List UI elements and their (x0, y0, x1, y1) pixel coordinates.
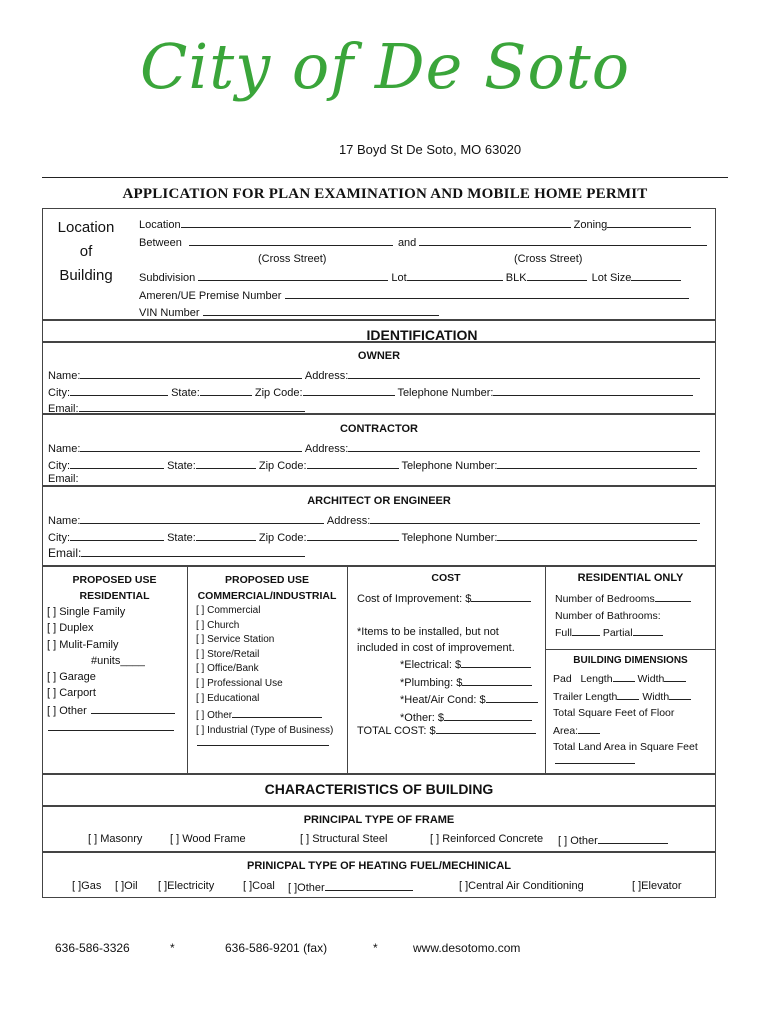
architect-city-label: City: (48, 532, 70, 544)
owner-email-label: Email: (48, 403, 79, 415)
contractor-zip-field[interactable] (307, 457, 399, 469)
cost-items (400, 656, 538, 726)
list-item[interactable]: [ ] Educational (196, 692, 260, 704)
architect-zip-field[interactable] (307, 529, 399, 541)
lot-label: Lot (391, 272, 407, 284)
architect-phone-field[interactable] (497, 529, 697, 541)
plumbing-field[interactable] (462, 674, 532, 686)
architect-state-label: State: (167, 532, 196, 544)
cost-improvement-field[interactable] (471, 590, 531, 602)
cost-item-label: *Plumbing: $ (400, 676, 463, 689)
header-divider (42, 177, 728, 178)
and-field[interactable] (419, 234, 707, 246)
proposed-com-heading (187, 572, 347, 604)
city-address: 17 Boyd St De Soto, MO 63020 (338, 142, 522, 157)
owner-address-label: Address: (304, 370, 349, 382)
list-item[interactable]: [ ] Garage (47, 671, 96, 684)
width-label: Width (637, 673, 665, 685)
cost-item-label: *Heat/Air Cond: $ (400, 694, 486, 706)
contractor-email-row (48, 472, 79, 486)
residential-only-list (555, 590, 691, 642)
owner-city-field[interactable] (70, 384, 168, 396)
cost-item (400, 691, 538, 709)
frame-option[interactable]: [ ] Reinforced Concrete (430, 833, 544, 845)
owner-address-field[interactable] (348, 367, 700, 379)
architect-email-label: Email: (48, 546, 82, 560)
between-label: Between (139, 237, 182, 249)
residential-only-heading: RESIDENTIAL ONLY (577, 572, 684, 584)
cost-heading: COST (431, 572, 461, 584)
location-row (139, 216, 691, 232)
blk-label: BLK (505, 272, 527, 284)
bedrooms-label: Number of Bedrooms (555, 593, 655, 605)
fuel-option[interactable] (288, 879, 413, 895)
frame-other-field[interactable] (598, 832, 668, 844)
contractor-address-label: Address: (304, 443, 349, 455)
fuel-option[interactable]: [ ]Coal (243, 880, 275, 892)
frame-option[interactable]: [ ] Masonry (88, 833, 143, 845)
cost-note-line: included in cost of improvement. (357, 642, 515, 654)
footer-separator: * (373, 941, 378, 955)
contractor-state-label: State: (167, 460, 196, 472)
architect-email-row (48, 545, 305, 560)
fuel-option-label: [ ]Other (288, 882, 325, 894)
characteristics-heading: CHARACTERISTICS OF BUILDING (264, 781, 494, 797)
contractor-state-field[interactable] (196, 457, 256, 469)
and-label: and (397, 237, 417, 249)
list-item[interactable] (196, 706, 333, 724)
zoning-field[interactable] (607, 216, 691, 228)
other-cost-field[interactable] (444, 709, 532, 721)
trailer-width-field[interactable] (669, 688, 691, 700)
contractor-name-row (48, 440, 700, 456)
area-field[interactable] (578, 722, 600, 734)
footer-website[interactable]: www.desotomo.com (413, 941, 521, 955)
res-other-line[interactable] (48, 730, 174, 731)
heat-field[interactable] (486, 691, 538, 703)
owner-zip-field[interactable] (303, 384, 395, 396)
contractor-city-field[interactable] (70, 457, 164, 469)
architect-heading: ARCHITECT OR ENGINEER (307, 495, 451, 507)
owner-state-label: State: (171, 387, 200, 399)
cost-note (357, 624, 515, 656)
identification-heading: IDENTIFICATION (366, 327, 478, 343)
proposed-com-heading-line: PROPOSED USE (224, 574, 310, 586)
owner-state-field[interactable] (200, 384, 252, 396)
total-cost-label: TOTAL COST: $ (357, 725, 436, 737)
list-item[interactable]: [ ] Service Station (196, 634, 275, 646)
proposed-com-list (196, 604, 333, 738)
fuel-heading: PRINICPAL TYPE OF HEATING FUEL/MECHINICAL (246, 860, 511, 872)
cost-note-line: *Items to be installed, but not (357, 626, 499, 638)
cost-item-label: *Electrical: $ (400, 659, 462, 671)
cost-item (400, 674, 538, 692)
owner-zip-label: Zip Code: (254, 387, 303, 399)
contractor-heading: CONTRACTOR (339, 423, 418, 435)
location-side-label-line: of (79, 243, 93, 260)
bedrooms-row (555, 590, 691, 608)
architect-zip-label: Zip Code: (258, 532, 307, 544)
partial-field[interactable] (633, 624, 663, 636)
list-item[interactable]: [ ] Store/Retail (196, 648, 260, 660)
fuel-option[interactable]: [ ]Central Air Conditioning (459, 880, 584, 892)
proposed-res-list (47, 604, 175, 719)
architect-email-field[interactable] (81, 545, 305, 557)
column-divider (545, 566, 546, 774)
proposed-com-heading-line: COMMERCIAL/INDUSTRIAL (197, 590, 337, 602)
list-item[interactable]: [ ] Professional Use (196, 677, 283, 689)
list-item[interactable]: [ ] Single Family (47, 606, 126, 618)
vin-field[interactable] (203, 304, 439, 316)
fuel-option[interactable]: [ ]Oil (115, 880, 138, 892)
land-area-line[interactable] (555, 763, 635, 764)
other-field[interactable] (91, 702, 175, 714)
footer-separator: * (170, 941, 175, 955)
frame-option-label: [ ] Other (558, 835, 598, 847)
owner-phone-label: Telephone Number: (397, 387, 494, 399)
location-side-label (48, 216, 124, 288)
premise-field[interactable] (285, 287, 689, 299)
total-cost-field[interactable] (436, 722, 536, 734)
list-item[interactable]: [ ] Carport (47, 687, 96, 700)
footer-phone: 636-586-3326 (55, 941, 130, 955)
pad-width-field[interactable] (664, 670, 686, 682)
list-item[interactable]: [ ] Office/Bank (196, 663, 259, 675)
owner-heading: OWNER (357, 350, 401, 362)
full-label: Full (555, 627, 572, 639)
proposed-res-heading-line: PROPOSED USE (72, 574, 157, 586)
fuel-other-field[interactable] (325, 879, 413, 891)
contractor-email-label: Email: (48, 473, 79, 485)
partial-label: Partial (602, 627, 633, 639)
total-cost-row (357, 722, 536, 738)
owner-name-row (48, 367, 700, 383)
contractor-name-field[interactable] (80, 440, 302, 452)
location-label: Location (139, 219, 181, 231)
architect-address-label: Address: (326, 515, 371, 527)
list-item[interactable]: [ ] Commercial (196, 605, 261, 616)
trailer-label: Trailer Length (553, 690, 618, 703)
fuel-option[interactable]: [ ]Elevator (632, 880, 682, 892)
column-divider (347, 566, 348, 774)
trailer-row (553, 688, 698, 706)
fuel-option[interactable]: [ ]Electricity (158, 880, 215, 892)
area-row (553, 722, 698, 740)
dimensions-list (553, 670, 698, 756)
other-field[interactable] (232, 706, 322, 718)
frame-option[interactable] (558, 832, 668, 848)
contractor-city-label: City: (48, 460, 70, 472)
cost-improvement-row (357, 590, 531, 606)
lot-size-label: Lot Size (591, 272, 632, 284)
trailer-length-field[interactable] (617, 688, 639, 700)
architect-name-field[interactable] (80, 512, 324, 524)
land-area-row: Total Land Area in Square Feet (553, 741, 698, 753)
dims-divider (545, 649, 716, 650)
owner-name-label: Name: (48, 370, 81, 382)
pad-row (553, 670, 698, 688)
frame-option[interactable]: [ ] Wood Frame (170, 833, 246, 845)
list-item[interactable]: [ ] Duplex (47, 622, 94, 635)
contractor-name-label: Name: (48, 443, 81, 455)
contractor-zip-label: Zip Code: (258, 460, 307, 472)
list-item[interactable]: #units____ (91, 654, 145, 667)
full-partial-row (555, 624, 691, 642)
width-label: Width (642, 690, 670, 703)
owner-name-field[interactable] (80, 367, 302, 379)
contractor-city-row (48, 457, 697, 473)
owner-city-row (48, 384, 693, 400)
list-item[interactable] (47, 702, 175, 719)
lot-field[interactable] (407, 269, 503, 281)
architect-state-field[interactable] (196, 529, 256, 541)
vin-row (139, 304, 439, 320)
owner-phone-field[interactable] (493, 384, 693, 396)
city-logo: City of De Soto (139, 30, 631, 103)
bathrooms-row: Number of Bathrooms: (555, 609, 661, 622)
list-item-label: [ ] Other (47, 704, 87, 717)
electrical-field[interactable] (461, 656, 531, 668)
location-side-label-line: Location (57, 219, 115, 236)
contractor-phone-label: Telephone Number: (401, 460, 498, 472)
vin-label: VIN Number (139, 307, 200, 319)
lot-size-field[interactable] (631, 269, 681, 281)
premise-label: Ameren/UE Premise Number (139, 290, 282, 302)
pad-length-field[interactable] (613, 670, 635, 682)
subdivision-row (139, 269, 681, 285)
cost-item-label: *Other: $ (400, 711, 445, 724)
architect-address-field[interactable] (370, 512, 700, 524)
cost-item (400, 656, 538, 674)
length-label: Length (580, 673, 613, 685)
building-dimensions-heading: BUILDING DIMENSIONS (573, 655, 688, 666)
frame-option[interactable]: [ ] Structural Steel (300, 833, 388, 845)
frame-heading: PRINCIPAL TYPE OF FRAME (303, 814, 455, 826)
premise-row (139, 287, 689, 303)
com-business-line[interactable] (197, 745, 329, 746)
architect-city-row (48, 529, 697, 545)
subdivision-field[interactable] (198, 269, 388, 281)
zoning-label: Zoning (573, 219, 608, 231)
architect-phone-label: Telephone Number: (401, 532, 498, 544)
fuel-option[interactable]: [ ]Gas (72, 880, 102, 892)
cross-street-caption: (Cross Street) (514, 253, 583, 265)
footer-fax: 636-586-9201 (fax) (225, 941, 328, 955)
bedrooms-field[interactable] (655, 590, 691, 602)
full-field[interactable] (572, 624, 600, 636)
list-item-label: [ ] Other (196, 710, 233, 722)
pad-label: Pad (553, 673, 572, 685)
list-item[interactable]: [ ] Mulit-Family (47, 638, 119, 651)
architect-name-label: Name: (48, 515, 81, 527)
architect-city-field[interactable] (70, 529, 164, 541)
proposed-res-heading (42, 572, 187, 604)
architect-name-row (48, 512, 700, 528)
between-row (139, 234, 707, 250)
owner-email-field[interactable] (79, 400, 305, 412)
location-field[interactable] (181, 216, 571, 228)
blk-field[interactable] (527, 269, 587, 281)
floor-area-row: Total Square Feet of Floor (553, 707, 675, 719)
proposed-res-heading-line: RESIDENTIAL (79, 590, 150, 602)
between-field[interactable] (189, 234, 393, 246)
cost-improvement-label: Cost of Improvement: $ (357, 593, 472, 605)
location-side-label-line: Building (59, 267, 113, 284)
area-label: Area: (553, 724, 579, 737)
list-item[interactable]: [ ] Industrial (Type of Business) (196, 724, 334, 736)
subdivision-label: Subdivision (139, 272, 196, 284)
list-item[interactable]: [ ] Church (196, 619, 240, 631)
contractor-phone-field[interactable] (497, 457, 697, 469)
form-title: APPLICATION FOR PLAN EXAMINATION AND MOBILE HOME PERMIT (122, 186, 648, 202)
contractor-address-field[interactable] (348, 440, 700, 452)
cross-street-caption: (Cross Street) (258, 253, 327, 265)
owner-city-label: City: (48, 387, 70, 399)
